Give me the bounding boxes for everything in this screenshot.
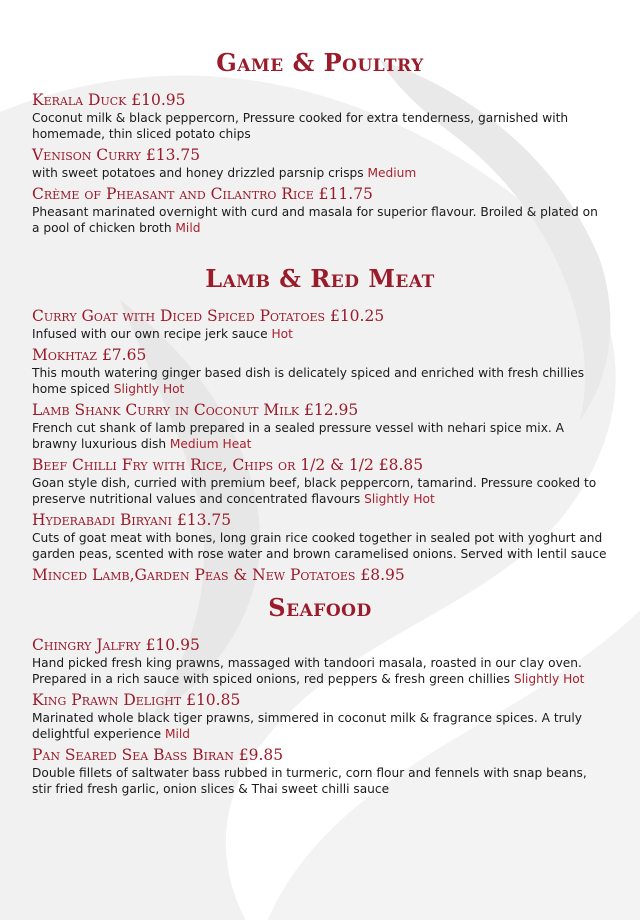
menu-item bbox=[32, 511, 608, 562]
heat-level: Slightly Hot bbox=[113, 382, 185, 396]
heat-level: Hot bbox=[271, 327, 293, 341]
menu-item-name: Curry Goat with Diced Spiced Potatoes £10.25 bbox=[32, 307, 385, 325]
menu-item-name: Mokhtaz £7.65 bbox=[32, 346, 147, 364]
section-lamb-red-meat bbox=[32, 240, 608, 585]
menu-item bbox=[32, 185, 608, 236]
menu-item-description: with sweet potatoes and honey drizzled parsnip crisps Medium bbox=[32, 166, 417, 180]
menu-item-name: Beef Chilli Fry with Rice, Chips or 1/2 & 1/2 £8.85 bbox=[32, 456, 424, 474]
menu-item-name: Kerala Duck £10.95 bbox=[32, 91, 186, 109]
section-title: Seafood bbox=[268, 593, 372, 622]
menu-item bbox=[32, 91, 608, 142]
menu-item bbox=[32, 636, 608, 687]
menu-item bbox=[32, 346, 608, 397]
menu-item bbox=[32, 691, 608, 742]
heat-level: Medium Heat bbox=[169, 437, 252, 451]
menu-item-description: This mouth watering ginger based dish is delicately spiced and enriched with fresh chillies home spiced Slightly Hot bbox=[32, 366, 585, 396]
menu-item-name: Venison Curry £13.75 bbox=[32, 146, 201, 164]
heat-level: Slightly Hot bbox=[513, 672, 585, 686]
menu-item bbox=[32, 146, 608, 181]
menu-item-description: Cuts of goat meat with bones, long grain rice cooked together in sealed pot with yoghurt and garden peas, scented with rose water and brown caramelised onions. Served with lentil sauce bbox=[32, 531, 607, 561]
menu-item-name: Minced Lamb,Garden Peas & New Potatoes £8.95 bbox=[32, 566, 405, 584]
section-title: Game & Poultry bbox=[216, 48, 424, 77]
menu-item-description: Infused with our own recipe jerk sauce Hot bbox=[32, 327, 293, 341]
section-game-poultry bbox=[32, 0, 608, 236]
menu-item-description: Pheasant marinated overnight with curd and masala for superior flavour. Broiled & plated on a pool of chicken broth Mild bbox=[32, 205, 598, 235]
menu-item-name: Chingry Jalfry £10.95 bbox=[32, 636, 200, 654]
menu-item bbox=[32, 746, 608, 797]
menu-item-description: French cut shank of lamb prepared in a sealed pressure vessel with nehari spice mix. A brawny luxurious dish Medium Heat bbox=[32, 421, 564, 451]
menu-item-name: Pan Seared Sea Bass Biran £9.85 bbox=[32, 746, 284, 764]
menu-item bbox=[32, 401, 608, 452]
heat-level: Slightly Hot bbox=[364, 492, 435, 506]
menu-item-description: Coconut milk & black peppercorn, Pressure cooked for extra tenderness, garnished with homemade, thin sliced potato chips bbox=[32, 111, 569, 141]
menu-item-description: Marinated whole black tiger prawns, simmered in coconut milk & fragrance spices. A truly delightful experience Mild bbox=[32, 711, 582, 741]
heat-level: Medium bbox=[367, 166, 417, 180]
menu-item-description: Hand picked fresh king prawns, massaged with tandoori masala, roasted in our clay oven. Prepared in a rich sauce with spiced onions, red peppers & fresh green chillies Slightly Hot bbox=[32, 656, 585, 686]
menu-item-description: Goan style dish, curried with premium beef, black peppercorn, tamarind. Pressure cooked to preserve nutritional values and concentrated flavours Slightly Hot bbox=[32, 476, 597, 506]
menu-item-name: Lamb Shank Curry in Coconut Milk £12.95 bbox=[32, 401, 359, 419]
menu-item-name: Hyderabadi Biryani £13.75 bbox=[32, 511, 232, 529]
section-title: Lamb & Red Meat bbox=[205, 264, 435, 293]
menu-item-description: Double fillets of saltwater bass rubbed in turmeric, corn flour and fennels with snap beans, stir fried fresh garlic, onion slices & Thai sweet chilli sauce bbox=[32, 766, 587, 796]
section-seafood bbox=[32, 589, 608, 797]
heat-level: Mild bbox=[164, 727, 190, 741]
menu-item-name: King Prawn Delight £10.85 bbox=[32, 691, 241, 709]
menu-item bbox=[32, 566, 608, 585]
menu-item-name: Crème of Pheasant and Cilantro Rice £11.75 bbox=[32, 185, 373, 203]
menu-item bbox=[32, 307, 608, 342]
menu-item bbox=[32, 456, 608, 507]
heat-level: Mild bbox=[175, 221, 201, 235]
